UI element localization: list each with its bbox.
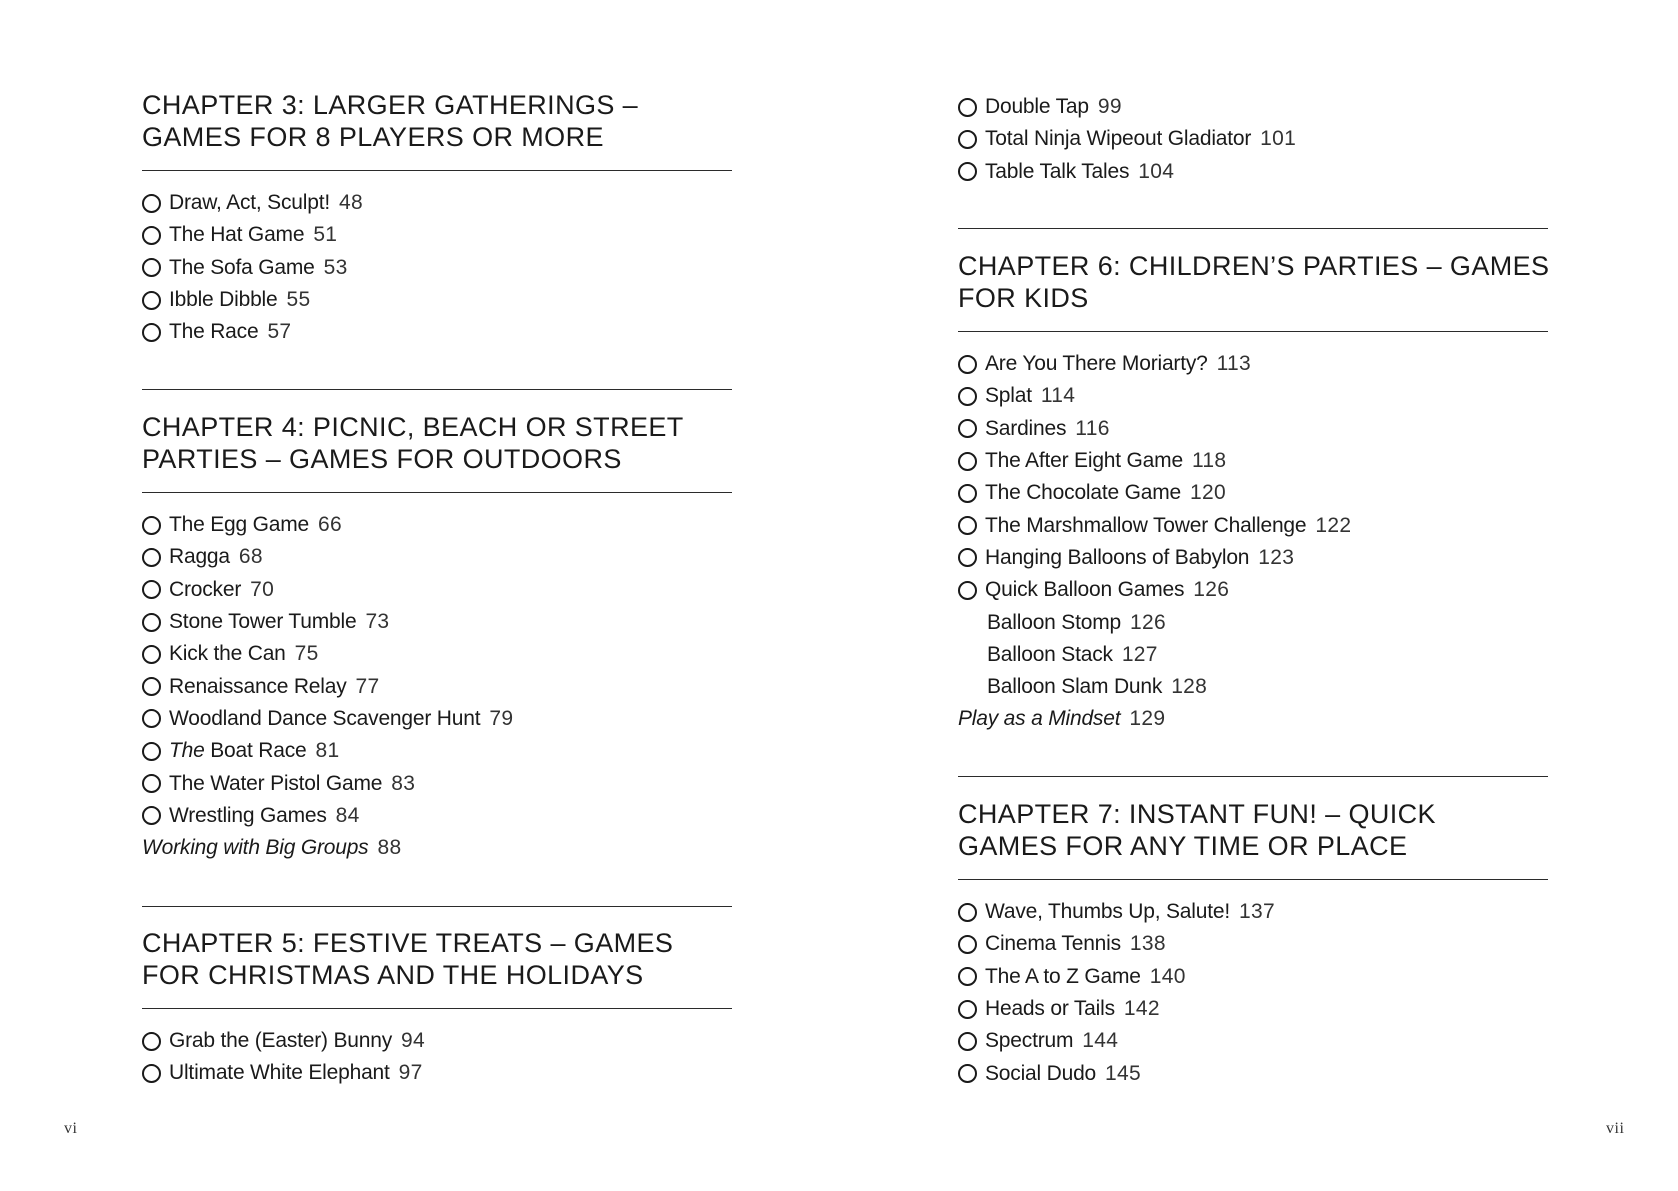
chapter-7-top-rule bbox=[958, 776, 1548, 777]
entry-page-number: 53 bbox=[323, 255, 348, 279]
chapter-7-rule bbox=[958, 879, 1548, 880]
checkbox-circle-icon[interactable] bbox=[142, 194, 161, 213]
entry-title: The Sofa Game bbox=[169, 255, 315, 279]
entry-title: Are You There Moriarty? bbox=[985, 352, 1208, 376]
chapter-5-rule bbox=[142, 1008, 732, 1009]
entry-title: Hanging Balloons of Babylon bbox=[985, 545, 1250, 569]
entry-title: Sardines bbox=[985, 416, 1067, 440]
toc-entry[interactable] bbox=[958, 413, 1351, 445]
checkbox-circle-icon[interactable] bbox=[958, 98, 977, 117]
entry-page-number: 140 bbox=[1149, 964, 1186, 988]
entry-page-number: 55 bbox=[286, 288, 311, 312]
checkbox-circle-icon[interactable] bbox=[958, 581, 977, 600]
entry-page-number: 75 bbox=[294, 642, 319, 666]
checkbox-circle-icon[interactable] bbox=[142, 806, 161, 825]
toc-sub-entry[interactable] bbox=[958, 671, 1351, 703]
checkbox-circle-icon[interactable] bbox=[142, 645, 161, 664]
checkbox-circle-icon[interactable] bbox=[142, 613, 161, 632]
chapter-7-heading bbox=[958, 798, 1558, 862]
entry-title: Social Dudo bbox=[985, 1061, 1097, 1085]
toc-entry[interactable] bbox=[958, 156, 1296, 188]
toc-entry[interactable] bbox=[958, 348, 1351, 380]
entry-page-number: 104 bbox=[1138, 159, 1175, 183]
chapter-5-top-rule bbox=[142, 906, 732, 907]
entry-title: Kick the Can bbox=[169, 642, 286, 666]
entry-title: Table Talk Tales bbox=[985, 159, 1130, 183]
chapter-3-rule bbox=[142, 170, 732, 171]
chapter-4-rule bbox=[142, 492, 732, 493]
entry-title bbox=[169, 735, 307, 767]
sub-entry-title: Balloon Stack bbox=[987, 642, 1113, 666]
checkbox-circle-icon[interactable] bbox=[958, 548, 977, 567]
checkbox-circle-icon[interactable] bbox=[958, 452, 977, 471]
toc-essay-entry[interactable] bbox=[958, 703, 1351, 735]
toc-entry[interactable] bbox=[958, 477, 1351, 509]
checkbox-circle-icon[interactable] bbox=[958, 355, 977, 374]
toc-entry[interactable] bbox=[958, 896, 1275, 928]
toc-entry[interactable] bbox=[958, 123, 1296, 155]
entry-page-number: 84 bbox=[335, 803, 360, 827]
entry-page-number: 73 bbox=[365, 610, 390, 634]
toc-entry[interactable] bbox=[142, 284, 363, 316]
entry-title: Spectrum bbox=[985, 1029, 1074, 1053]
toc-entry[interactable] bbox=[958, 542, 1351, 574]
checkbox-circle-icon[interactable] bbox=[958, 903, 977, 922]
checkbox-circle-icon[interactable] bbox=[142, 677, 161, 696]
checkbox-circle-icon[interactable] bbox=[142, 291, 161, 310]
toc-entry[interactable] bbox=[958, 1025, 1275, 1057]
entry-title: Draw, Act, Sculpt! bbox=[169, 191, 330, 215]
checkbox-circle-icon[interactable] bbox=[958, 1000, 977, 1019]
entry-page-number: 77 bbox=[355, 674, 380, 698]
entry-page-number: 116 bbox=[1075, 416, 1110, 440]
entry-page-number: 144 bbox=[1082, 1029, 1119, 1053]
chapter-4-title-line2: PARTIES – GAMES FOR OUTDOORS bbox=[142, 444, 622, 474]
essay-title: Play as a Mindset bbox=[958, 707, 1121, 731]
entry-title: Wrestling Games bbox=[169, 803, 327, 827]
chapter-7-entries bbox=[958, 896, 1275, 1090]
toc-entry[interactable] bbox=[142, 252, 363, 284]
entry-page-number: 48 bbox=[338, 191, 363, 215]
entry-page-number: 142 bbox=[1123, 997, 1160, 1021]
entry-page-number: 126 bbox=[1129, 610, 1166, 634]
checkbox-circle-icon[interactable] bbox=[142, 742, 161, 761]
chapter-5-entries bbox=[142, 1025, 425, 1090]
toc-entry[interactable] bbox=[958, 1057, 1275, 1089]
toc-entry[interactable] bbox=[958, 445, 1351, 477]
checkbox-circle-icon[interactable] bbox=[142, 226, 161, 245]
entry-title-italic-word: The bbox=[169, 739, 205, 763]
chapter-7-title-line2: GAMES FOR ANY TIME OR PLACE bbox=[958, 831, 1408, 861]
checkbox-circle-icon[interactable] bbox=[958, 162, 977, 181]
toc-entry[interactable] bbox=[142, 574, 513, 606]
essay-title: Working with Big Groups bbox=[142, 836, 369, 860]
checkbox-circle-icon[interactable] bbox=[142, 323, 161, 342]
entry-title: Grab the (Easter) Bunny bbox=[169, 1029, 393, 1053]
chapter-4-top-rule bbox=[142, 389, 732, 390]
entry-title: The Egg Game bbox=[169, 513, 310, 537]
toc-entry[interactable] bbox=[142, 541, 513, 573]
entry-page-number: 137 bbox=[1238, 900, 1275, 924]
entry-title: Renaissance Relay bbox=[169, 674, 347, 698]
toc-entry[interactable] bbox=[142, 800, 513, 832]
entry-page-number: 118 bbox=[1191, 449, 1227, 473]
toc-entry[interactable] bbox=[142, 1025, 425, 1057]
entry-page-number: 120 bbox=[1190, 481, 1226, 505]
checkbox-circle-icon[interactable] bbox=[958, 516, 977, 535]
entry-page-number: 129 bbox=[1129, 707, 1166, 731]
toc-entry[interactable] bbox=[958, 91, 1296, 123]
toc-entry[interactable] bbox=[142, 606, 513, 638]
entry-title: Ragga bbox=[169, 545, 230, 569]
toc-entry[interactable] bbox=[958, 509, 1351, 541]
entry-title: The Race bbox=[169, 320, 259, 344]
checkbox-circle-icon[interactable] bbox=[142, 516, 161, 535]
checkbox-circle-icon[interactable] bbox=[142, 1064, 161, 1083]
entry-page-number: 51 bbox=[313, 223, 338, 247]
entry-page-number: 126 bbox=[1193, 578, 1230, 602]
checkbox-circle-icon[interactable] bbox=[142, 774, 161, 793]
chapter-4-entries bbox=[142, 509, 513, 864]
chapter-6-entries bbox=[958, 348, 1351, 736]
entry-title: The Water Pistol Game bbox=[169, 771, 383, 795]
entry-title: The Hat Game bbox=[169, 223, 305, 247]
toc-sub-entry[interactable] bbox=[958, 606, 1351, 638]
entry-page-number: 128 bbox=[1171, 675, 1208, 699]
toc-essay-entry[interactable] bbox=[142, 832, 513, 864]
entry-page-number: 145 bbox=[1105, 1061, 1141, 1085]
toc-entry[interactable] bbox=[142, 1057, 425, 1089]
entry-page-number: 66 bbox=[318, 513, 342, 537]
entry-title: The After Eight Game bbox=[985, 449, 1183, 473]
checkbox-circle-icon[interactable] bbox=[958, 387, 977, 406]
sub-entry-title: Balloon Slam Dunk bbox=[987, 675, 1163, 699]
chapter-6-title-line1: CHAPTER 6: CHILDREN’S PARTIES – GAMES bbox=[958, 251, 1550, 281]
entry-page-number: 83 bbox=[391, 771, 416, 795]
toc-sub-entry[interactable] bbox=[958, 639, 1351, 671]
entry-title: The Marshmallow Tower Challenge bbox=[985, 513, 1307, 537]
toc-entry[interactable] bbox=[142, 509, 513, 541]
toc-entry[interactable] bbox=[142, 316, 363, 348]
page-number-right: vii bbox=[1606, 1120, 1625, 1137]
entry-title: Heads or Tails bbox=[985, 997, 1115, 1021]
chapter-3-title-line1: CHAPTER 3: LARGER GATHERINGS – bbox=[142, 90, 639, 120]
toc-entry[interactable] bbox=[142, 767, 513, 799]
entry-page-number: 88 bbox=[377, 836, 402, 860]
chapter-4-title-line1: CHAPTER 4: PICNIC, BEACH OR STREET bbox=[142, 412, 684, 442]
entry-title: Woodland Dance Scavenger Hunt bbox=[169, 706, 481, 730]
entry-page-number: 68 bbox=[238, 545, 263, 569]
entry-page-number: 101 bbox=[1260, 127, 1297, 151]
checkbox-circle-icon[interactable] bbox=[958, 1064, 977, 1083]
toc-entry[interactable] bbox=[958, 574, 1351, 606]
toc-entry[interactable] bbox=[142, 219, 363, 251]
chapter-5-heading bbox=[142, 927, 742, 991]
chapter-3-heading bbox=[142, 89, 742, 153]
entry-title: Cinema Tennis bbox=[985, 932, 1121, 956]
entry-title: Double Tap bbox=[985, 95, 1089, 119]
entry-title: Ultimate White Elephant bbox=[169, 1061, 390, 1085]
checkbox-circle-icon[interactable] bbox=[142, 258, 161, 277]
toc-entry[interactable] bbox=[142, 187, 363, 219]
toc-entry[interactable] bbox=[958, 993, 1275, 1025]
entry-title: Ibble Dibble bbox=[169, 288, 278, 312]
chapter-4-heading bbox=[142, 411, 742, 475]
chapter-7-title-line1: CHAPTER 7: INSTANT FUN! – QUICK bbox=[958, 799, 1436, 829]
entry-page-number: 122 bbox=[1315, 513, 1352, 537]
toc-entry[interactable] bbox=[958, 380, 1351, 412]
entry-title-rest: Boat Race bbox=[210, 739, 307, 763]
entry-page-number: 97 bbox=[398, 1061, 423, 1085]
checkbox-circle-icon[interactable] bbox=[142, 1032, 161, 1051]
page-number-left: vi bbox=[64, 1120, 78, 1137]
entry-page-number: 113 bbox=[1216, 352, 1252, 376]
toc-entry[interactable] bbox=[142, 638, 513, 670]
entry-title: Stone Tower Tumble bbox=[169, 610, 357, 634]
entry-title: Splat bbox=[985, 384, 1032, 408]
entry-page-number: 114 bbox=[1040, 384, 1076, 408]
entry-page-number: 79 bbox=[489, 706, 514, 730]
chapter-5-title-line1: CHAPTER 5: FESTIVE TREATS – GAMES bbox=[142, 928, 674, 958]
entry-page-number: 138 bbox=[1129, 932, 1166, 956]
chapter-5-title-line2: FOR CHRISTMAS AND THE HOLIDAYS bbox=[142, 960, 644, 990]
chapter-6-rule bbox=[958, 331, 1548, 332]
entry-title: The Chocolate Game bbox=[985, 481, 1182, 505]
entry-title: Total Ninja Wipeout Gladiator bbox=[985, 127, 1252, 151]
entry-page-number: 123 bbox=[1258, 545, 1295, 569]
checkbox-circle-icon[interactable] bbox=[958, 967, 977, 986]
chapter-3-entries bbox=[142, 187, 363, 348]
checkbox-circle-icon[interactable] bbox=[142, 548, 161, 567]
toc-entry[interactable] bbox=[958, 961, 1275, 993]
toc-entry[interactable] bbox=[142, 703, 513, 735]
entry-page-number: 94 bbox=[401, 1029, 425, 1053]
chapter-6-title-line2: FOR KIDS bbox=[958, 283, 1089, 313]
sub-entry-title: Balloon Stomp bbox=[987, 610, 1121, 634]
entry-page-number: 70 bbox=[250, 577, 275, 601]
toc-entry[interactable] bbox=[142, 670, 513, 702]
checkbox-circle-icon[interactable] bbox=[958, 1032, 977, 1051]
entry-page-number: 127 bbox=[1121, 642, 1158, 666]
checkbox-circle-icon[interactable] bbox=[142, 709, 161, 728]
entry-title: Quick Balloon Games bbox=[985, 578, 1185, 602]
entry-title: Crocker bbox=[169, 577, 242, 601]
entry-title: The A to Z Game bbox=[985, 964, 1141, 988]
entry-title: Wave, Thumbs Up, Salute! bbox=[985, 900, 1230, 924]
checkbox-circle-icon[interactable] bbox=[958, 484, 977, 503]
toc-entry[interactable] bbox=[142, 735, 513, 767]
checkbox-circle-icon[interactable] bbox=[958, 130, 977, 149]
chapter-6-heading bbox=[958, 250, 1558, 314]
entry-page-number: 99 bbox=[1097, 95, 1122, 119]
checkbox-circle-icon[interactable] bbox=[142, 580, 161, 599]
chapter-6-top-rule bbox=[958, 228, 1548, 229]
entry-page-number: 81 bbox=[315, 739, 340, 763]
checkbox-circle-icon[interactable] bbox=[958, 419, 977, 438]
chapter-5-continued-entries bbox=[958, 91, 1296, 188]
chapter-3-title-line2: GAMES FOR 8 PLAYERS OR MORE bbox=[142, 122, 604, 152]
entry-page-number: 57 bbox=[267, 320, 292, 344]
toc-entry[interactable] bbox=[958, 928, 1275, 960]
checkbox-circle-icon[interactable] bbox=[958, 935, 977, 954]
